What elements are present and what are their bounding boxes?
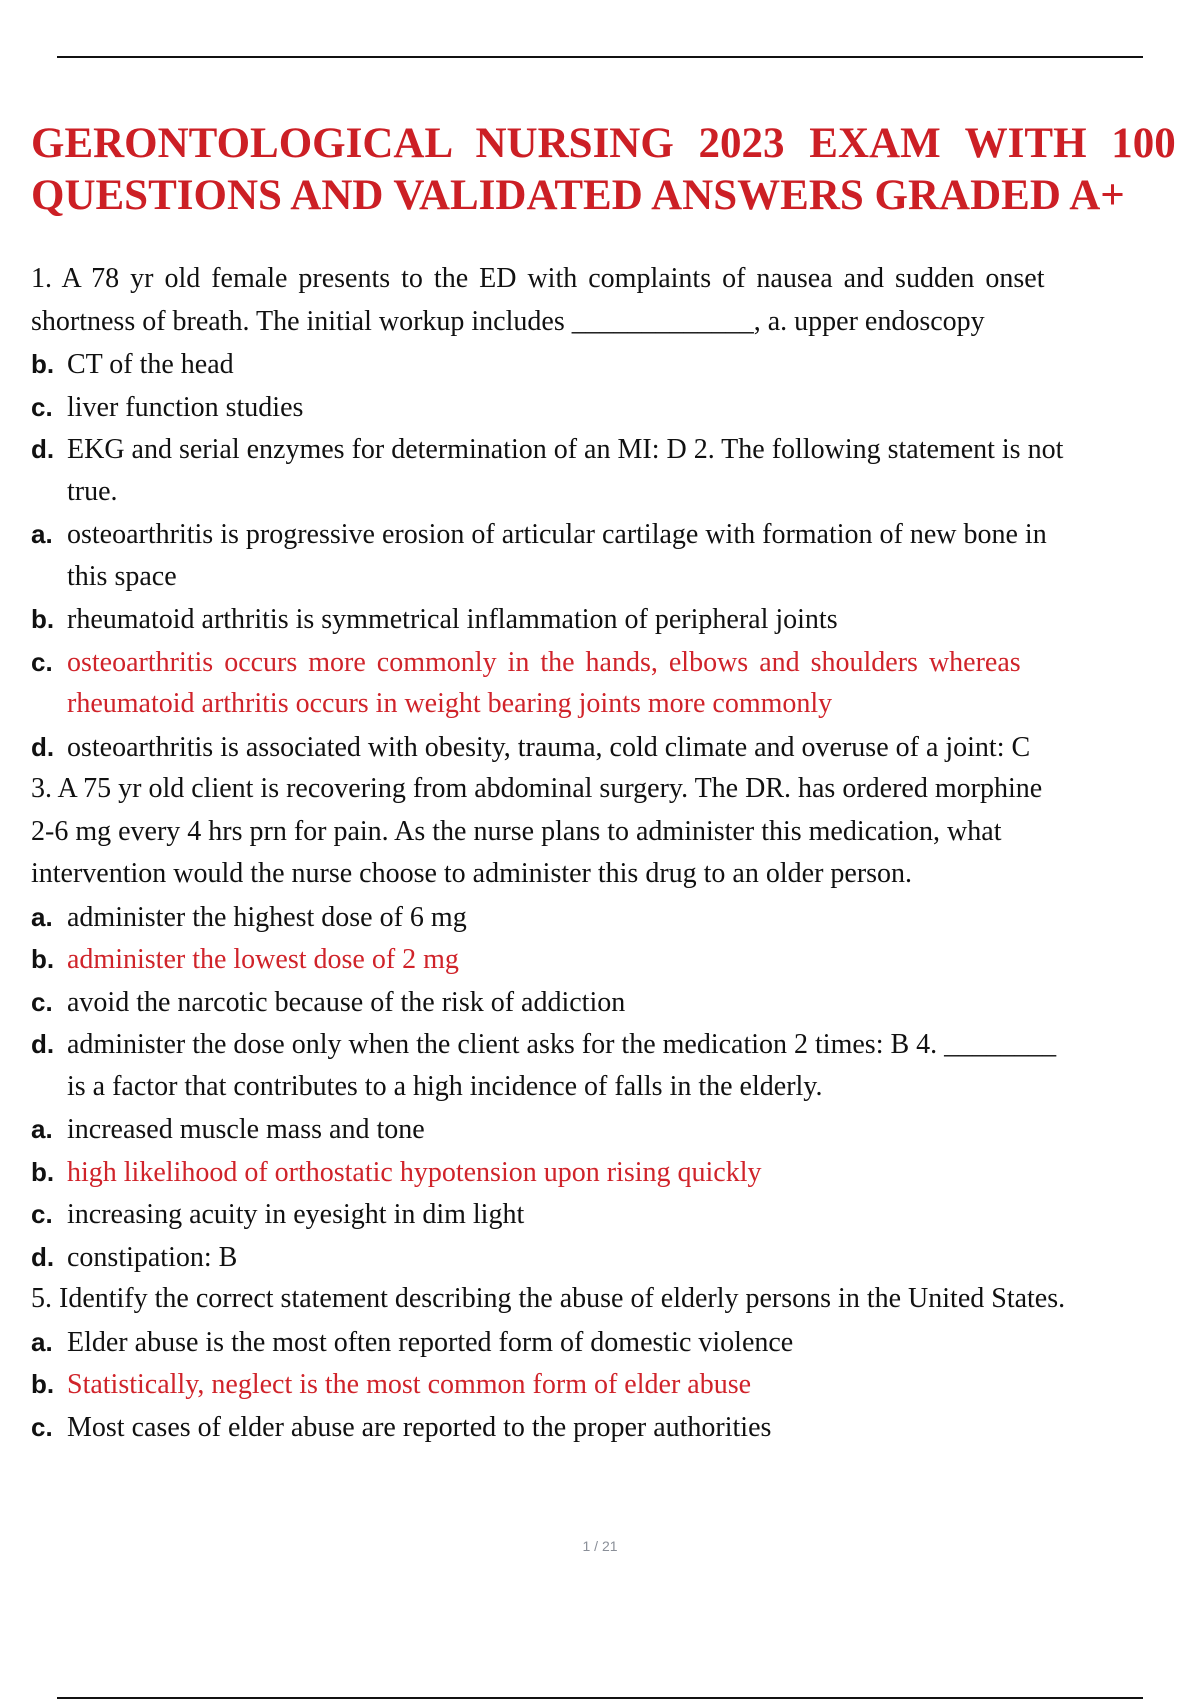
line-text: administer the highest dose of 6 mg <box>67 901 467 933</box>
line-text: Most cases of elder abuse are reported to the proper authorities <box>67 1411 772 1443</box>
line-text: administer the dose only when the client asks for the medication 2 times: B 4. ________ <box>67 1029 1057 1060</box>
bottom-rule <box>57 1697 1143 1699</box>
option-letter: a. <box>31 901 53 932</box>
answer-option <box>31 1023 1200 1066</box>
line-text: increasing acuity in eyesight in dim light <box>67 1199 525 1230</box>
line-text: increased muscle mass and tone <box>67 1114 425 1145</box>
title-line-2: QUESTIONS AND VALIDATED ANSWERS GRADED A+ <box>31 172 1125 219</box>
answer-option <box>31 386 1200 429</box>
answer-option <box>31 938 1200 981</box>
question-line <box>31 853 1200 896</box>
line-text: intervention would the nurse choose to administer this drug to an older person. <box>31 858 913 889</box>
answer-option <box>31 726 1200 769</box>
line-text: osteoarthritis is associated with obesity, trauma, cold climate and overuse of a joint: C <box>67 731 1031 763</box>
option-letter: c. <box>31 646 53 677</box>
option-letter: b. <box>31 604 55 634</box>
correct-answer-text: rheumatoid arthritis occurs in weight bearing joints more commonly <box>67 688 833 719</box>
answer-option <box>31 513 1200 556</box>
line-text: constipation: B <box>67 1241 238 1273</box>
question-line <box>31 768 1200 811</box>
option-letter: b. <box>31 1369 55 1399</box>
question-line <box>31 811 1200 854</box>
continuation-line <box>31 556 1200 599</box>
line-text: liver function studies <box>67 391 304 423</box>
answer-option <box>31 343 1200 386</box>
line-text: osteoarthritis is progressive erosion of articular cartilage with formation of new bone in <box>67 519 1047 550</box>
line-text: 5. Identify the correct statement describing the abuse of elderly persons in the United States. <box>31 1283 1066 1314</box>
answer-option <box>31 981 1200 1024</box>
correct-answer-text: Statistically, neglect is the most common form of elder abuse <box>67 1369 752 1400</box>
answer-option <box>31 896 1200 939</box>
line-text: 2-6 mg every 4 hrs prn for pain. As the nurse plans to administer this medication, what <box>31 815 1002 847</box>
continuation-line <box>31 471 1200 514</box>
line-text: this space <box>67 560 177 592</box>
line-text: EKG and serial enzymes for determination of an MI: D 2. The following statement is not <box>67 434 1064 465</box>
line-text: is a factor that contributes to a high incidence of falls in the elderly. <box>67 1070 823 1102</box>
answer-option <box>31 428 1200 471</box>
option-letter: c. <box>31 1199 53 1229</box>
question-list <box>31 258 1200 1448</box>
option-letter: a. <box>31 519 53 549</box>
line-text: rheumatoid arthritis is symmetrical inflammation of peripheral joints <box>67 604 838 635</box>
option-letter: b. <box>31 1156 55 1187</box>
line-text: true. <box>67 475 118 507</box>
option-letter: a. <box>31 1326 53 1357</box>
answer-option <box>31 1406 1200 1449</box>
answer-option <box>31 641 1200 684</box>
option-letter: c. <box>31 391 53 422</box>
correct-answer-text: high likelihood of orthostatic hypotension upon rising quickly <box>67 1156 762 1188</box>
answer-option <box>31 1236 1200 1279</box>
option-letter: d. <box>31 1241 55 1272</box>
question-line <box>31 258 1200 301</box>
title-line-1: GERONTOLOGICAL NURSING 2023 EXAM WITH 100 <box>31 120 1176 167</box>
document-page <box>31 118 1200 1448</box>
correct-answer-text: administer the lowest dose of 2 mg <box>67 944 459 975</box>
correct-answer-text: osteoarthritis occurs more commonly in the hands, elbows and shoulders whereas <box>67 646 1021 678</box>
line-text: 1. A 78 yr old female presents to the ED with complaints of nausea and sudden onset <box>31 263 1045 294</box>
top-rule <box>57 56 1143 58</box>
line-text: CT of the head <box>67 349 234 380</box>
option-letter: a. <box>31 1114 53 1144</box>
answer-option <box>31 1108 1200 1151</box>
continuation-line <box>31 1066 1200 1109</box>
line-text: avoid the narcotic because of the risk of addiction <box>67 986 626 1018</box>
option-letter: b. <box>31 944 55 974</box>
option-letter: d. <box>31 434 55 464</box>
option-letter: c. <box>31 1411 53 1442</box>
option-letter: d. <box>31 1029 55 1059</box>
continuation-line <box>31 683 1200 726</box>
line-text: Elder abuse is the most often reported form of domestic violence <box>67 1326 794 1358</box>
answer-option <box>31 1193 1200 1236</box>
line-text: shortness of breath. The initial workup includes _____________, a. upper endoscopy <box>31 305 985 337</box>
option-letter: d. <box>31 731 55 762</box>
line-text: 3. A 75 yr old client is recovering from abdominal surgery. The DR. has ordered morphine <box>31 773 1043 804</box>
answer-option <box>31 1151 1200 1194</box>
option-letter: b. <box>31 349 55 379</box>
option-letter: c. <box>31 986 53 1017</box>
page-number: 1 / 21 <box>582 1538 618 1554</box>
question-line <box>31 1278 1200 1321</box>
page-title <box>31 118 1200 222</box>
question-line <box>31 301 1200 344</box>
answer-option <box>31 1321 1200 1364</box>
answer-option <box>31 598 1200 641</box>
answer-option <box>31 1363 1200 1406</box>
